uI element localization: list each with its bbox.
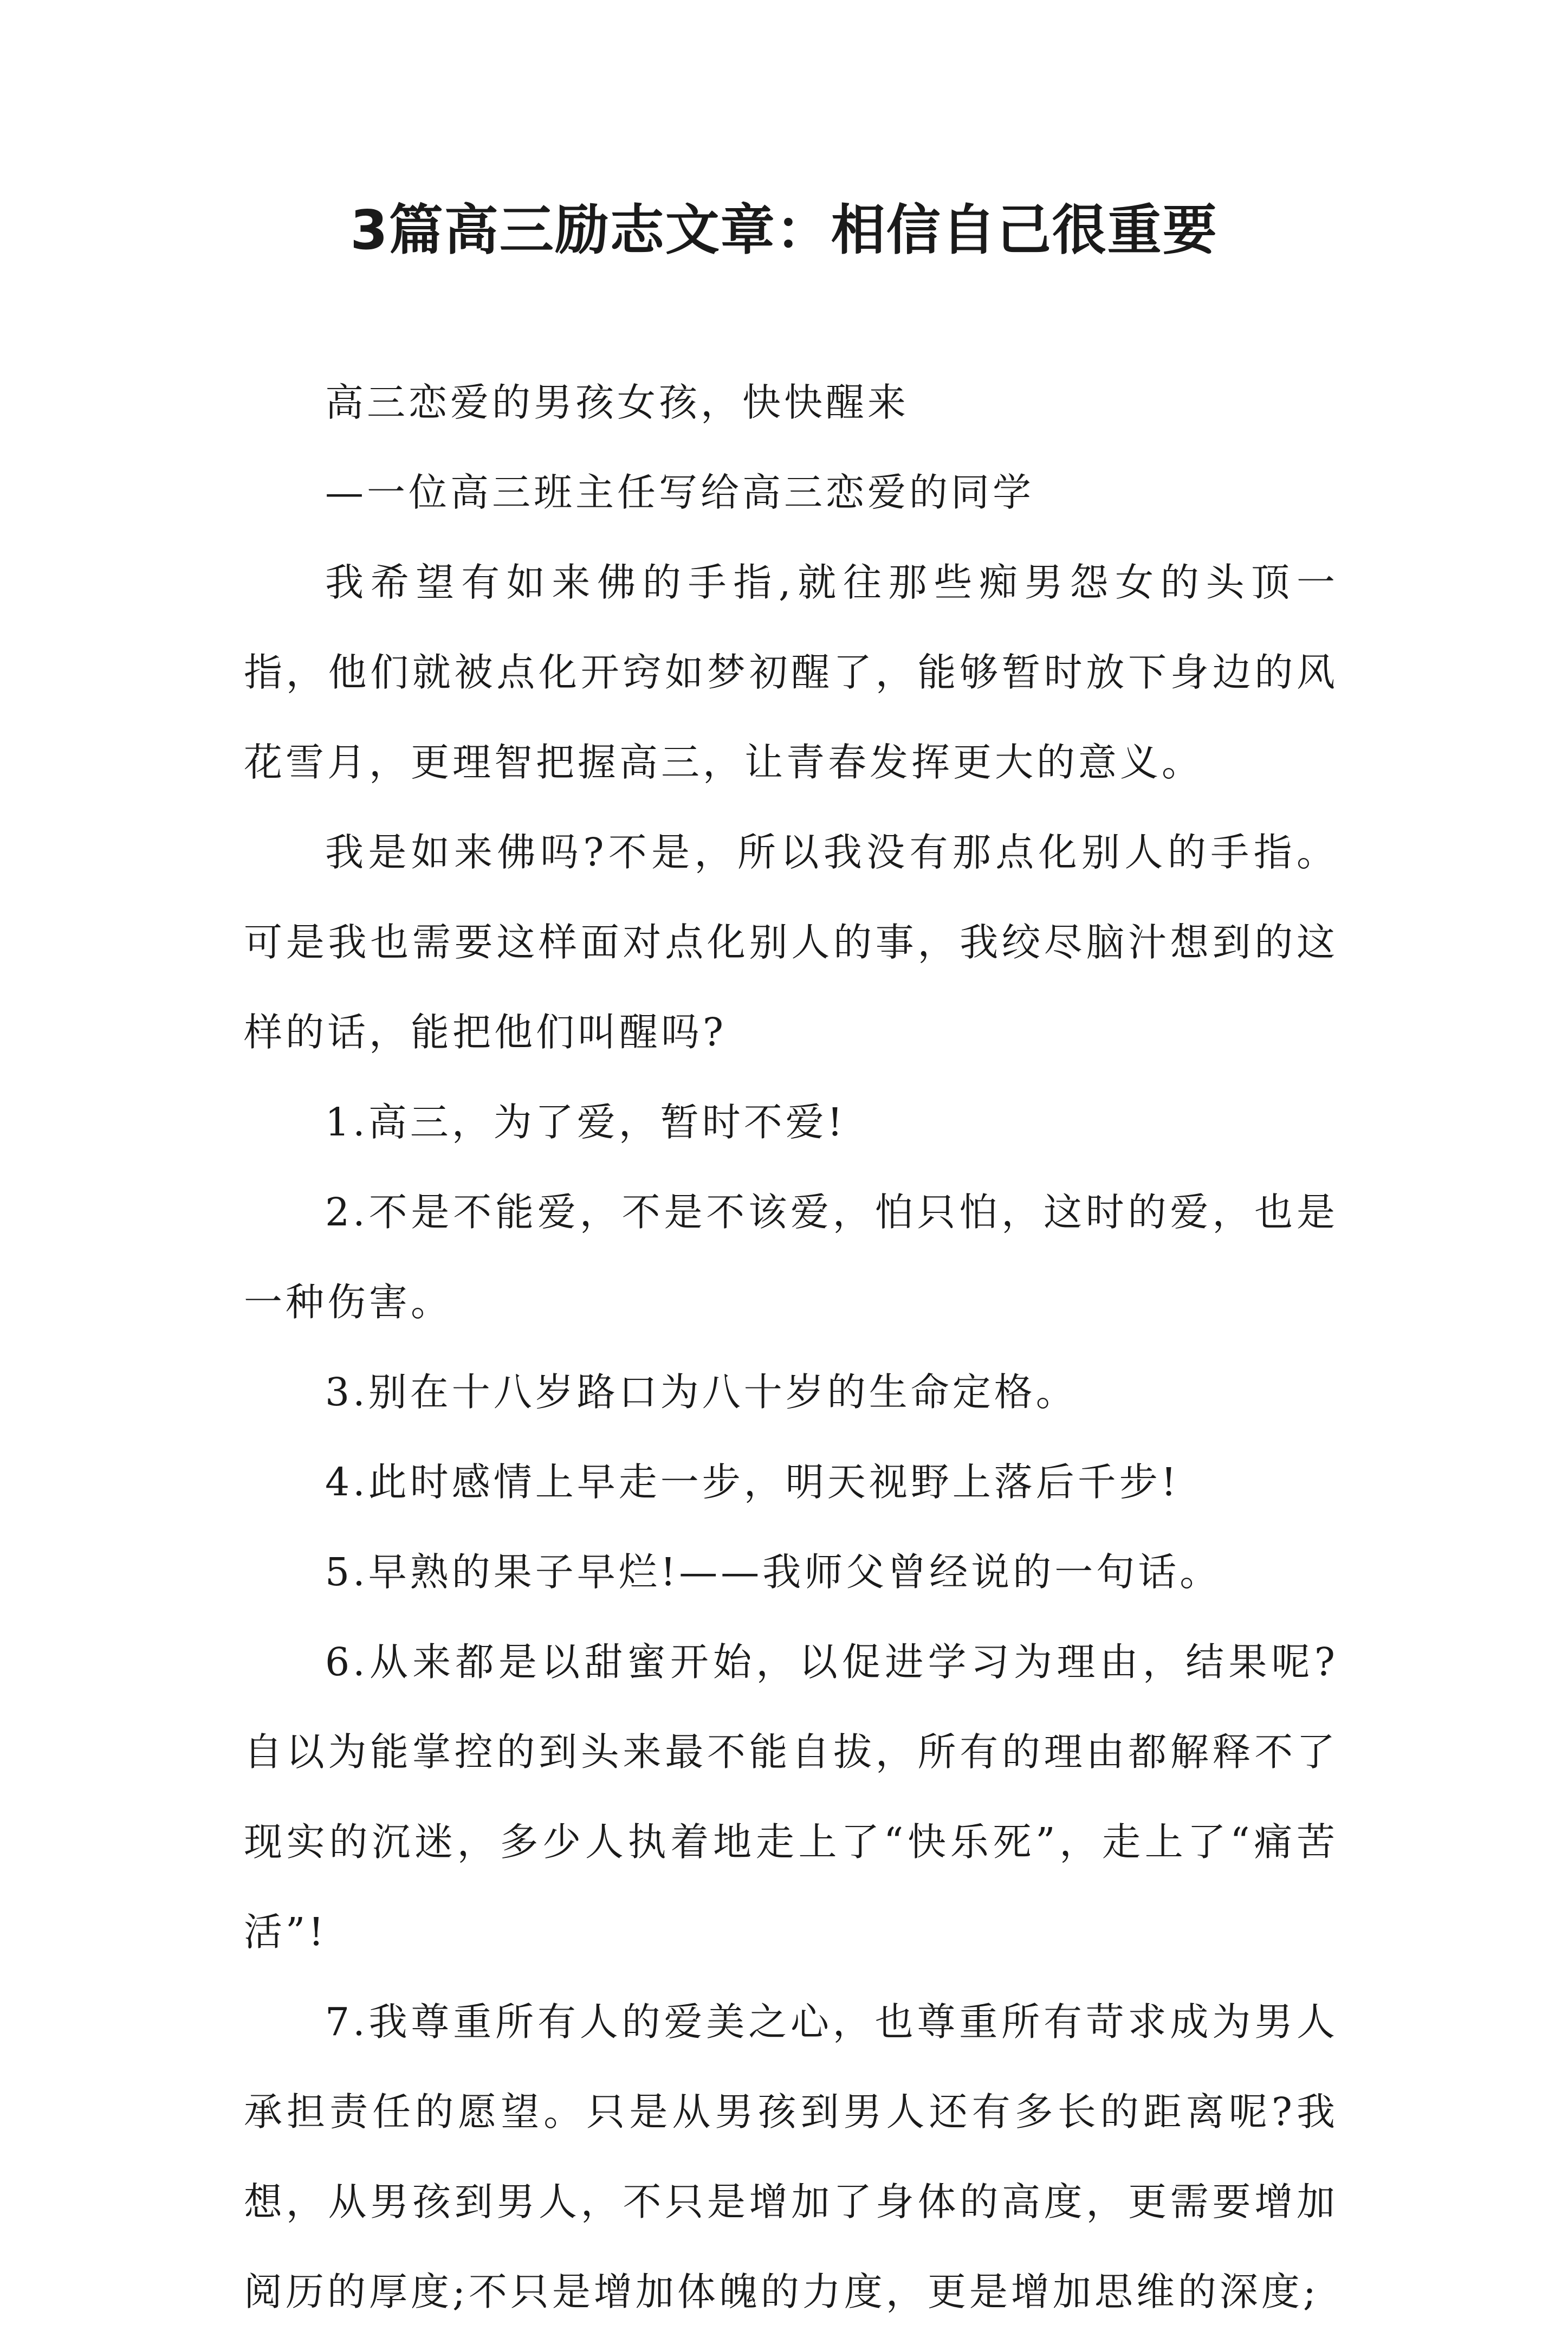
- paragraph-subtitle: 高三恋爱的男孩女孩，快快醒来: [325, 380, 910, 425]
- list-item: 6.从来都是以甜蜜开始，以促进学习为理由，结果呢?自以为能掌控的到头来最不能自拔，所有的理由都解释不了现实的沉迷，多少人执着地走上了“快乐死”，走上了“痛苦活”!: [244, 1639, 1338, 1954]
- list-item: 7.我尊重所有人的爱美之心，也尊重所有苛求成为男人承担责任的愿望。只是从男孩到男人还有多长的距离呢?我想，从男孩到男人，不只是增加了身体的高度，更需要增加阅历的厚度;不只是增加体魄的力度，更是增加思维的深度;: [244, 1999, 1338, 2314]
- list-item: 5.早熟的果子早烂!——我师父曾经说的一句话。: [325, 1550, 1222, 1594]
- list-item: 2.不是不能爱，不是不该爱，怕只怕，这时的爱，也是一种伤害。: [244, 1190, 1338, 1325]
- list-item: 4.此时感情上早走一步，明天视野上落后千步!: [325, 1460, 1180, 1505]
- paragraph: 我希望有如来佛的手指,就往那些痴男怨女的头顶一指，他们就被点化开窍如梦初醒了，能够暂时放下身边的风花雪月，更理智把握高三，让青春发挥更大的意义。: [244, 560, 1338, 785]
- list-item: 3.别在十八岁路口为八十岁的生命定格。: [325, 1370, 1078, 1415]
- document-body: [244, 358, 1338, 2337]
- document-title: 3篇高三励志文章：相信自己很重要: [350, 198, 1218, 262]
- paragraph: 我是如来佛吗?不是，所以我没有那点化别人的手指。可是我也需要这样面对点化别人的事，我绞尽脑汁想到的这样的话，能把他们叫醒吗?: [244, 830, 1338, 1055]
- paragraph-byline: —一位高三班主任写给高三恋爱的同学: [325, 470, 1035, 515]
- list-item: 1.高三，为了爱，暂时不爱!: [325, 1100, 846, 1145]
